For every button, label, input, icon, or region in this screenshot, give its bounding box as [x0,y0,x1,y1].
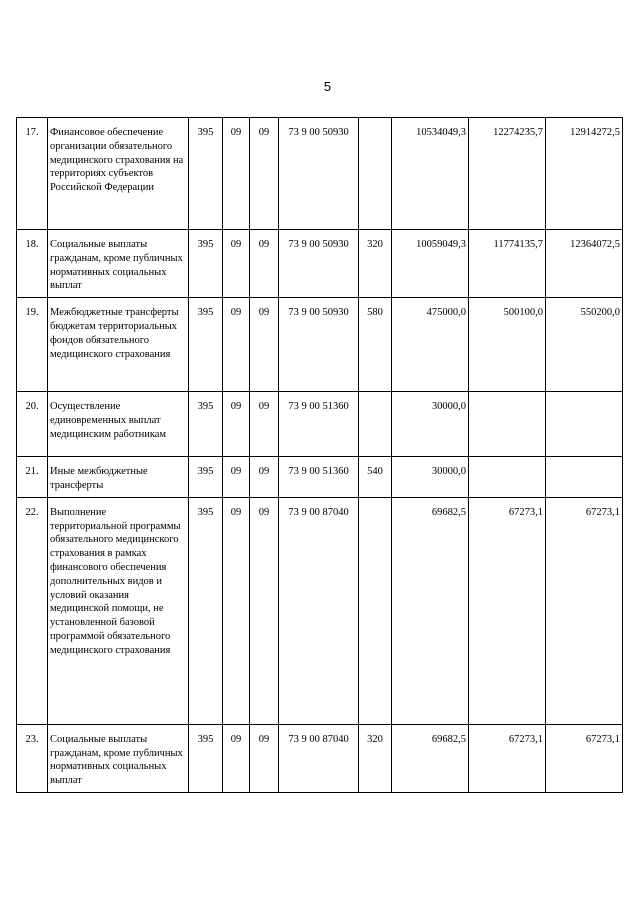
page-number: 5 [323,79,332,94]
amount-year-1: 10534049,3 [392,118,469,230]
expense-type-code [359,497,392,724]
table-row [17,118,623,230]
target-article-code: 73 9 00 50930 [279,230,359,298]
row-name: Финансовое обеспечение организации обязательного медицинского страхования на территориях субъектов Российской Федерации [48,118,189,230]
amount-year-1: 69682,5 [392,724,469,792]
subsection-code: 09 [250,230,279,298]
amount-year-1: 10059049,3 [392,230,469,298]
amount-year-3 [546,392,623,457]
section-code: 09 [223,724,250,792]
expense-type-code: 320 [359,230,392,298]
table-row [17,497,623,724]
amount-year-2: 67273,1 [469,497,546,724]
amount-year-2: 67273,1 [469,724,546,792]
ministry-code: 395 [189,298,223,392]
row-name: Межбюджетные трансферты бюджетам территориальных фондов обязательного медицинского страхования [48,298,189,392]
ministry-code: 395 [189,497,223,724]
table-row [17,230,623,298]
amount-year-2 [469,392,546,457]
subsection-code: 09 [250,457,279,498]
ministry-code: 395 [189,392,223,457]
expense-type-code [359,118,392,230]
row-name: Социальные выплаты гражданам, кроме публичных нормативных социальных выплат [48,230,189,298]
amount-year-3: 550200,0 [546,298,623,392]
section-code: 09 [223,298,250,392]
amount-year-2: 500100,0 [469,298,546,392]
subsection-code: 09 [250,497,279,724]
amount-year-1: 30000,0 [392,457,469,498]
expense-type-code: 540 [359,457,392,498]
amount-year-3: 67273,1 [546,497,623,724]
row-number: 23. [17,724,48,792]
section-code: 09 [223,118,250,230]
target-article-code: 73 9 00 51360 [279,392,359,457]
row-name: Осуществление единовременных выплат медицинским работникам [48,392,189,457]
row-number: 18. [17,230,48,298]
expense-type-code [359,392,392,457]
amount-year-3: 67273,1 [546,724,623,792]
table-row [17,724,623,792]
amount-year-3: 12914272,5 [546,118,623,230]
amount-year-2: 11774135,7 [469,230,546,298]
row-number: 21. [17,457,48,498]
table-row [17,298,623,392]
table-row [17,392,623,457]
section-code: 09 [223,392,250,457]
section-code: 09 [223,457,250,498]
subsection-code: 09 [250,298,279,392]
ministry-code: 395 [189,118,223,230]
ministry-code: 395 [189,230,223,298]
target-article-code: 73 9 00 51360 [279,457,359,498]
amount-year-1: 30000,0 [392,392,469,457]
amount-year-2 [469,457,546,498]
amount-year-1: 475000,0 [392,298,469,392]
row-number: 17. [17,118,48,230]
section-code: 09 [223,230,250,298]
target-article-code: 73 9 00 87040 [279,724,359,792]
amount-year-1: 69682,5 [392,497,469,724]
subsection-code: 09 [250,724,279,792]
row-number: 22. [17,497,48,724]
subsection-code: 09 [250,118,279,230]
ministry-code: 395 [189,724,223,792]
target-article-code: 73 9 00 50930 [279,118,359,230]
section-code: 09 [223,497,250,724]
subsection-code: 09 [250,392,279,457]
row-number: 20. [17,392,48,457]
amount-year-3 [546,457,623,498]
row-name: Иные межбюджетные трансферты [48,457,189,498]
amount-year-2: 12274235,7 [469,118,546,230]
row-number: 19. [17,298,48,392]
row-name: Выполнение территориальной программы обязательного медицинского страхования в рамках финансового обеспечения дополнительных видов и условий оказания медицинской помощи, не установленной базовой программой обязательного медицинского страхования [48,497,189,724]
expense-type-code: 320 [359,724,392,792]
budget-table [16,117,623,793]
table-row [17,457,623,498]
target-article-code: 73 9 00 50930 [279,298,359,392]
row-name: Социальные выплаты гражданам, кроме публичных нормативных социальных выплат [48,724,189,792]
expense-type-code: 580 [359,298,392,392]
ministry-code: 395 [189,457,223,498]
target-article-code: 73 9 00 87040 [279,497,359,724]
amount-year-3: 12364072,5 [546,230,623,298]
